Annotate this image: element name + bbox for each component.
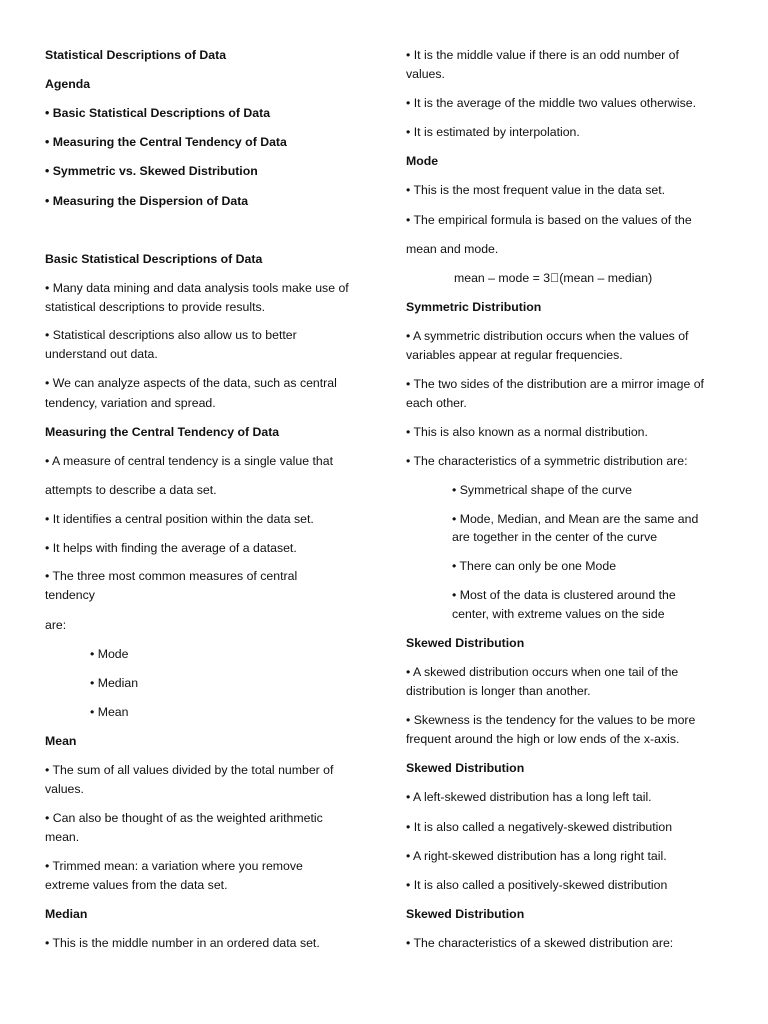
paragraph-line: • A skewed distribution occurs when one tail of the <box>406 665 679 679</box>
paragraph-line: • A left-skewed distribution has a long left tail. <box>406 790 652 804</box>
paragraph-line: • Skewness is the tendency for the values to be more <box>406 713 696 727</box>
section-heading: Mean <box>45 734 77 748</box>
section-heading: Median <box>45 907 88 921</box>
formula-line: mean – mode = 3 (mean – median) <box>454 271 653 285</box>
section-heading: Mode <box>406 154 439 168</box>
paragraph-line: • We can analyze aspects of the data, such as central <box>45 376 337 390</box>
paragraph-line: • The empirical formula is based on the values of the <box>406 213 692 227</box>
paragraph-line: • A measure of central tendency is a single value that <box>45 454 333 468</box>
paragraph-line: • A right-skewed distribution has a long right tail. <box>406 849 667 863</box>
paragraph-line: tendency, variation and spread. <box>45 396 216 410</box>
paragraph-line: frequent around the high or low ends of the x-axis. <box>406 732 680 746</box>
paragraph-line: distribution is longer than another. <box>406 684 591 698</box>
document-title: Statistical Descriptions of Data <box>45 48 227 62</box>
paragraph-line: • This is the middle number in an ordered data set. <box>45 936 320 950</box>
paragraph-line: • It identifies a central position within the data set. <box>45 512 314 526</box>
paragraph-line: • Trimmed mean: a variation where you remove <box>45 859 303 873</box>
paragraph-line: • Many data mining and data analysis tools make use of <box>45 281 349 295</box>
list-item: • Median <box>90 676 139 690</box>
paragraph-line: • It is also called a positively-skewed distribution <box>406 878 668 892</box>
paragraph-line: understand out data. <box>45 347 158 361</box>
list-item: • Mean <box>90 705 129 719</box>
paragraph-line: • Can also be thought of as the weighted arithmetic <box>45 811 323 825</box>
list-item: • Symmetrical shape of the curve <box>452 483 632 497</box>
agenda-heading: Agenda <box>45 77 91 91</box>
list-item: center, with extreme values on the side <box>452 607 665 621</box>
section-heading: Basic Statistical Descriptions of Data <box>45 252 263 266</box>
paragraph-line: • It is also called a negatively-skewed distribution <box>406 820 673 834</box>
paragraph-line: • This is the most frequent value in the data set. <box>406 183 666 197</box>
list-item: • Mode <box>90 647 129 661</box>
paragraph-line: • This is also known as a normal distribution. <box>406 425 648 439</box>
agenda-item: • Measuring the Central Tendency of Data <box>45 135 287 149</box>
paragraph-line: • The characteristics of a skewed distribution are: <box>406 936 674 950</box>
paragraph-line: • It is estimated by interpolation. <box>406 125 580 139</box>
list-item: • There can only be one Mode <box>452 559 617 573</box>
paragraph-line: variables appear at regular frequencies. <box>406 348 623 362</box>
paragraph-line: • It is the middle value if there is an odd number of <box>406 48 679 62</box>
paragraph-line: are: <box>45 618 67 632</box>
agenda-item: • Basic Statistical Descriptions of Data <box>45 106 271 120</box>
section-heading: Skewed Distribution <box>406 907 525 921</box>
paragraph-line: values. <box>406 67 445 81</box>
paragraph-line: mean and mode. <box>406 242 499 256</box>
paragraph-line: • A symmetric distribution occurs when the values of <box>406 329 689 343</box>
paragraph-line: • Statistical descriptions also allow us to better <box>45 328 297 342</box>
paragraph-line: each other. <box>406 396 467 410</box>
section-heading: Skewed Distribution <box>406 761 525 775</box>
section-heading: Symmetric Distribution <box>406 300 542 314</box>
paragraph-line: extreme values from the data set. <box>45 878 228 892</box>
paragraph-line: tendency <box>45 588 95 602</box>
paragraph-line: mean. <box>45 830 80 844</box>
list-item: • Most of the data is clustered around the <box>452 588 676 602</box>
paragraph-line: • The sum of all values divided by the total number of <box>45 763 334 777</box>
list-item: are together in the center of the curve <box>452 530 658 544</box>
list-item: • Mode, Median, and Mean are the same and <box>452 512 699 526</box>
section-heading: Skewed Distribution <box>406 636 525 650</box>
section-heading: Measuring the Central Tendency of Data <box>45 425 280 439</box>
paragraph-line: • The three most common measures of central <box>45 569 298 583</box>
paragraph-line: • It is the average of the middle two values otherwise. <box>406 96 697 110</box>
paragraph-line: • It helps with finding the average of a dataset. <box>45 541 297 555</box>
agenda-item: • Symmetric vs. Skewed Distribution <box>45 164 258 178</box>
paragraph-line: • The characteristics of a symmetric distribution are: <box>406 454 688 468</box>
paragraph-line: values. <box>45 782 84 796</box>
paragraph-line: attempts to describe a data set. <box>45 483 217 497</box>
agenda-item: • Measuring the Dispersion of Data <box>45 194 249 208</box>
paragraph-line: • The two sides of the distribution are a mirror image of <box>406 377 704 391</box>
paragraph-line: statistical descriptions to provide results. <box>45 300 266 314</box>
